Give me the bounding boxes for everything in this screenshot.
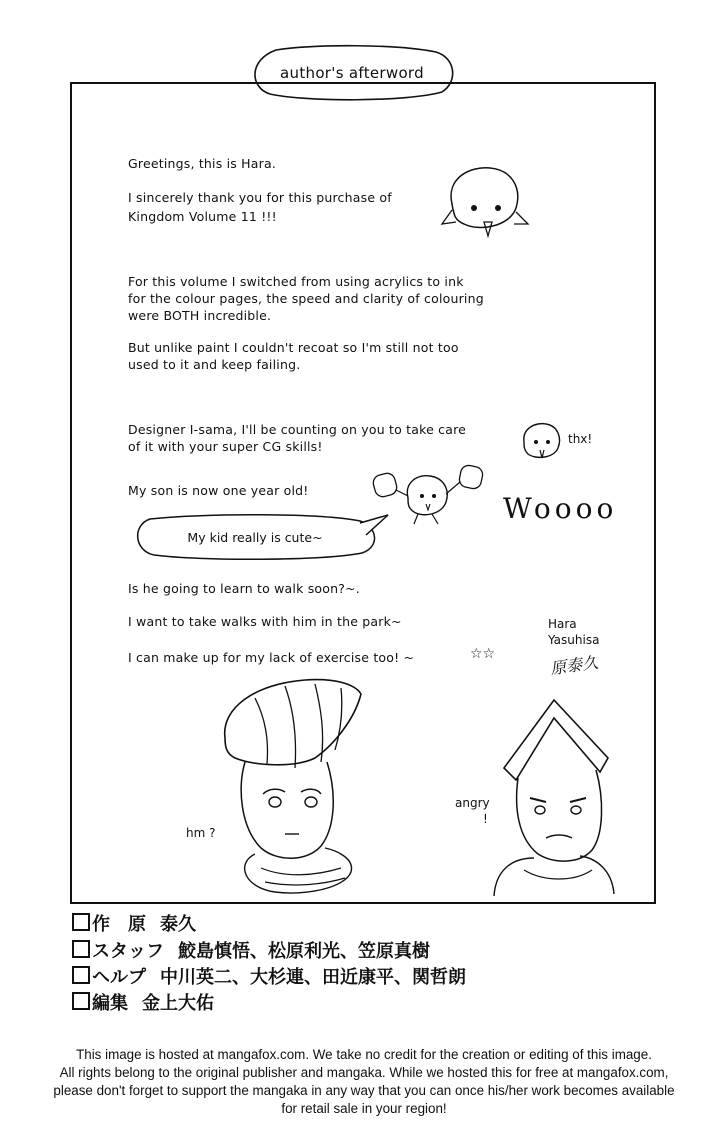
hosting-disclaimer — [20, 1046, 708, 1118]
checkbox-icon — [72, 940, 90, 958]
thx-note: thx! — [568, 432, 593, 446]
letter-line: For this volume I switched from using acrylics to ink — [128, 274, 464, 289]
soldier-character-drawing — [484, 698, 624, 898]
letter-line: My son is now one year old! — [128, 483, 309, 498]
boy-character-drawing — [215, 678, 365, 908]
author-first-name: Hara — [548, 617, 577, 631]
letter-line: Greetings, this is Hara. — [128, 156, 276, 171]
disclaimer-line: please don't forget to support the mangaka in any way that you can once his/her work becomes available — [53, 1083, 675, 1098]
credit-help: ヘルプ 中川英二、大杉連、田近康平、関哲朗 — [72, 963, 466, 989]
author-signature: 原泰久 — [549, 652, 600, 679]
checkbox-icon — [72, 966, 90, 984]
speech-bubble — [130, 513, 390, 561]
letter-line: I sincerely thank you for this purchase of — [128, 190, 392, 205]
letter-line: of it with your super CG skills! — [128, 439, 323, 454]
bird-doodle-icon — [440, 164, 530, 244]
small-bird-icon — [518, 420, 566, 466]
page-title: author's afterword — [280, 64, 424, 82]
disclaimer-line: This image is hosted at mangafox.com. We take no credit for the creation or editing of this image. — [76, 1047, 652, 1062]
stars-doodle: ☆☆ — [470, 646, 496, 662]
hm-note: hm ? — [186, 826, 216, 840]
credit-author: 作 原 泰久 — [72, 910, 196, 936]
letter-line: for the colour pages, the speed and clarity of colouring — [128, 291, 484, 306]
cheering-bird-icon — [368, 462, 488, 532]
letter-line: were BOTH incredible. — [128, 308, 272, 323]
letter-line: used to it and keep failing. — [128, 357, 301, 372]
letter-line: I want to take walks with him in the park~ — [128, 614, 402, 629]
angry-mark: ! — [483, 812, 488, 826]
letter-line: I can make up for my lack of exercise too! ~ — [128, 650, 415, 665]
speech-bubble-text: My kid really is cute~ — [187, 529, 323, 545]
disclaimer-line: All rights belong to the original publisher and mangaka. While we hosted this for free at mangafox.com, — [59, 1065, 669, 1080]
angry-note: angry — [455, 796, 490, 810]
checkbox-icon — [72, 992, 90, 1010]
credit-editor: 編集 金上大佑 — [72, 989, 214, 1015]
author-last-name: Yasuhisa — [548, 633, 600, 647]
letter-line: Is he going to learn to walk soon?~. — [128, 581, 360, 596]
credit-staff: スタッフ 鮫島慎悟、松原利光、笠原真樹 — [72, 937, 430, 963]
letter-line: Kingdom Volume 11 !!! — [128, 209, 277, 224]
disclaimer-line: for retail sale in your region! — [281, 1101, 447, 1116]
woooo-exclamation: Woooo — [503, 492, 618, 525]
checkbox-icon — [72, 913, 90, 931]
letter-line: Designer I-sama, I'll be counting on you to take care — [128, 422, 467, 437]
letter-line: But unlike paint I couldn't recoat so I'm still not too — [128, 340, 459, 355]
